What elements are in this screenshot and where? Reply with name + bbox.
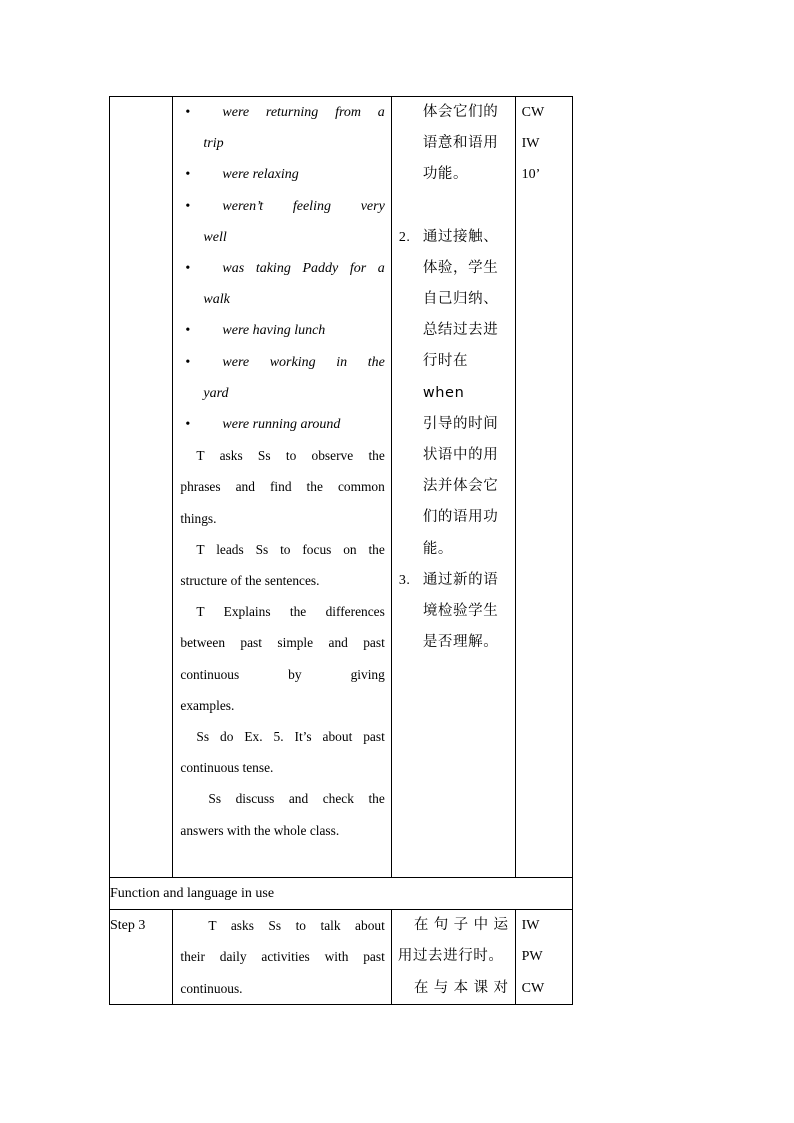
text-line: T asks Ss to talk about — [208, 918, 385, 934]
text-line: things. — [180, 510, 217, 526]
goal-line: 们的语用功 — [422, 509, 499, 526]
text-line: Ss discuss and check the — [208, 791, 385, 807]
bullet-icon: • — [185, 261, 191, 277]
step3-activity-cell — [173, 910, 391, 1005]
goal-line: 自己归纳、 — [422, 291, 499, 308]
mode-label: CW — [521, 105, 545, 120]
bullet-icon: • — [185, 417, 191, 433]
mode-list — [516, 910, 572, 1004]
step-cell-empty — [110, 97, 173, 878]
section-header-row — [110, 878, 573, 910]
goal-line: 引导的时间 — [422, 415, 499, 432]
phrase-text: were having lunch — [222, 323, 326, 339]
activity-paragraph — [173, 783, 390, 845]
phrase-item — [173, 97, 390, 159]
goal-line: 通过接触、 — [422, 228, 499, 245]
text-line: answers with the whole class. — [180, 822, 340, 838]
step3-row — [110, 910, 573, 1005]
text-line: phrases and find the common — [180, 479, 385, 495]
goal-line: 法并体会它 — [422, 478, 499, 495]
goal-line: 能。 — [422, 540, 454, 557]
teaching-activity-cell — [173, 97, 391, 878]
text-line: examples. — [180, 697, 235, 713]
mode-time-cell — [515, 97, 572, 878]
goal-item-1 — [392, 97, 515, 191]
activity-row — [110, 97, 573, 878]
goal-line: 体会它们的 — [422, 104, 499, 120]
text-line: 在句子中运 — [413, 917, 509, 934]
phrase-item — [173, 159, 390, 190]
bullet-icon: • — [185, 323, 191, 339]
phrase-text: were running around — [222, 417, 341, 433]
mode-label: CW — [521, 980, 545, 996]
step3-mode-cell — [515, 910, 572, 1005]
text-line: Ss do Ex. 5. It’s about past — [196, 729, 385, 745]
text-line: their daily activities with past — [180, 949, 385, 965]
mode-label: 10’ — [521, 167, 541, 183]
goal-item-2 — [392, 222, 515, 565]
step3-goal-cell — [391, 910, 515, 1005]
spacer — [392, 191, 515, 222]
step-label: Step 3 — [110, 910, 173, 1005]
activity-paragraph — [173, 721, 390, 783]
phrase-text: was taking Paddy for a — [222, 261, 385, 277]
bullet-icon: • — [185, 105, 191, 120]
text-line: continuous. — [180, 980, 243, 996]
mode-list — [516, 97, 572, 191]
text-line: T Explains the differences — [196, 604, 385, 620]
goal-line: 功能。 — [422, 166, 469, 183]
goal-line: 行时在when — [422, 353, 469, 401]
mode-label: IW — [521, 918, 540, 934]
text-line: 用过去进行时。 — [397, 948, 504, 965]
phrase-item — [173, 347, 390, 409]
phrase-text-continued: well — [203, 229, 227, 245]
phrase-text-continued: yard — [203, 385, 229, 401]
text-line: continuous by giving — [180, 666, 385, 682]
phrase-text: weren’t feeling very — [222, 198, 385, 214]
mode-label: PW — [521, 949, 543, 965]
text-line: 在与本课对 — [413, 979, 509, 996]
activity-paragraph — [173, 440, 390, 534]
section-header: Function and language in use — [110, 878, 573, 910]
bullet-icon: • — [185, 198, 191, 214]
teaching-goal-cell — [391, 97, 515, 878]
text-line: continuous tense. — [180, 760, 274, 776]
goal-line: 通过新的语 — [422, 571, 499, 588]
goal-line: 语意和语用 — [422, 135, 499, 152]
goal-line: 是否理解。 — [422, 634, 499, 651]
goal-line: 状语中的用 — [422, 447, 499, 464]
lesson-plan-table — [109, 96, 573, 1005]
goal-number: 3. — [398, 572, 411, 588]
goal-item-3 — [392, 565, 515, 659]
goal-line: 总结过去进 — [422, 322, 499, 339]
bullet-icon: • — [185, 354, 191, 370]
phrase-item — [173, 191, 390, 253]
goal-line: 境检验学生 — [422, 603, 499, 620]
phrase-text: were relaxing — [222, 167, 299, 183]
phrase-text-continued: trip — [203, 136, 224, 152]
text-line: T asks Ss to observe the — [196, 448, 385, 464]
text-line: T leads Ss to focus on the — [196, 541, 385, 557]
activity-paragraph — [173, 596, 390, 721]
phrase-text-continued: walk — [203, 292, 230, 308]
phrase-list — [173, 97, 390, 440]
goal-line: 体验，学生 — [422, 259, 499, 276]
phrase-item — [173, 253, 390, 315]
text-line: between past simple and past — [180, 635, 385, 651]
goal-number: 2. — [398, 229, 411, 245]
activity-paragraph — [173, 534, 390, 596]
bullet-icon: • — [185, 167, 191, 183]
phrase-text: were returning from a — [222, 105, 385, 120]
text-line: structure of the sentences. — [180, 573, 320, 589]
phrase-text: were working in the — [222, 354, 385, 370]
phrase-item — [173, 315, 390, 346]
mode-label: IW — [521, 136, 540, 152]
phrase-item — [173, 409, 390, 440]
